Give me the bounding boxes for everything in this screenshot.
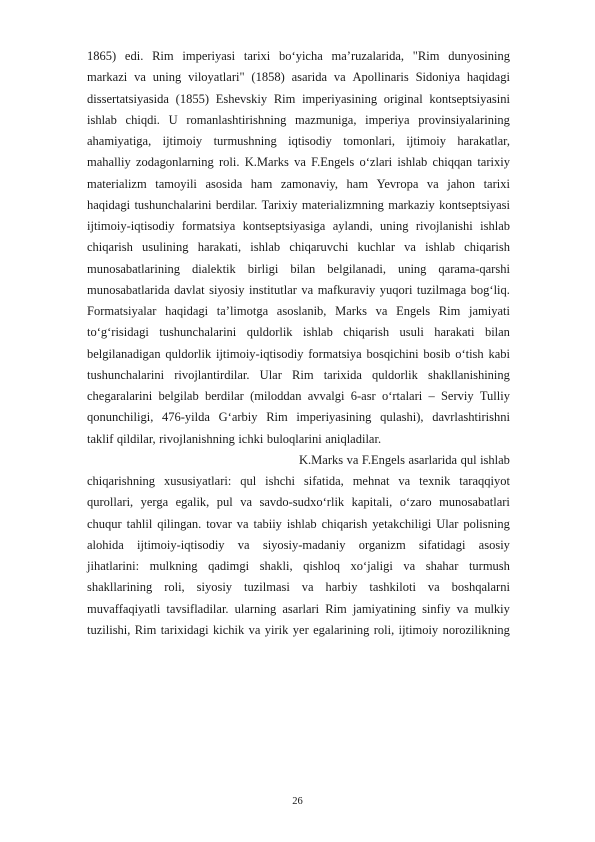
- word: shakllanishining: [427, 367, 510, 382]
- word: bilan: [484, 325, 510, 340]
- word: chiqarishning: [87, 474, 156, 488]
- word: o‘zaro: [399, 495, 432, 510]
- word: qildilar,: [116, 431, 156, 446]
- word: qul: [240, 474, 257, 488]
- word: tushunchalarini: [159, 325, 237, 340]
- word: Rim: [152, 49, 174, 63]
- word: tavsifladilar.: [166, 601, 229, 616]
- word: xususiyatlari:: [163, 474, 232, 488]
- word: chiqdi.: [125, 112, 160, 127]
- text-line: [87, 599, 510, 620]
- text-line: [87, 429, 510, 450]
- word: xo‘jaligi: [350, 559, 393, 573]
- word: kontseptsiyasini: [429, 91, 510, 106]
- word: tarixi: [243, 49, 271, 63]
- word: quldorlik: [165, 346, 212, 361]
- word: kontseptsiyasiga: [242, 219, 326, 233]
- word: Tulliy: [479, 389, 510, 403]
- word: zodagonlarning: [136, 155, 214, 170]
- word: Serviy: [440, 389, 474, 403]
- word: qonunchiligi,: [87, 410, 154, 425]
- text-line: [87, 46, 510, 67]
- word: rivojlanishi: [415, 219, 473, 233]
- word: Yevropa: [376, 176, 419, 191]
- word: shakllarining: [87, 580, 153, 595]
- word: tarixidagi: [160, 622, 209, 637]
- word: ijtimoiy: [406, 134, 446, 148]
- text-line: [87, 514, 510, 535]
- word: turmush: [468, 559, 510, 573]
- word: bog‘liq.: [470, 282, 510, 297]
- word: asarida: [291, 70, 327, 85]
- word: norozilikning: [442, 622, 510, 637]
- word: usuli: [399, 325, 424, 340]
- word: bosib: [423, 346, 451, 361]
- word: ishlab: [397, 155, 428, 170]
- body-text: [87, 46, 510, 641]
- word: ishlab: [480, 219, 510, 233]
- word: mazmuniga,: [295, 112, 357, 127]
- text-line: [87, 195, 510, 216]
- text-line: [87, 237, 510, 258]
- word: quldorlik: [246, 325, 293, 340]
- text-line: [87, 471, 510, 492]
- word: va: [237, 537, 250, 552]
- word: yirik: [264, 622, 289, 637]
- text-line: [87, 110, 510, 131]
- word: belgilanadigan: [87, 346, 161, 361]
- text-line: [87, 280, 510, 301]
- text-line: [87, 322, 510, 343]
- word: tuzilmaga: [416, 282, 467, 297]
- text-line: [87, 301, 510, 322]
- word: ijtimoiy-iqtisodiy: [87, 219, 175, 233]
- word: provinsiyalarining: [418, 112, 510, 127]
- word: 1865): [87, 49, 117, 63]
- word: tushunchalarini: [134, 197, 212, 212]
- text-line: [87, 386, 510, 407]
- word: roli.: [219, 155, 240, 170]
- word: chuqur: [87, 516, 122, 531]
- word: kuchlar: [357, 240, 395, 255]
- word: va: [375, 304, 388, 318]
- word: qurollari,: [87, 495, 134, 510]
- word: original: [383, 91, 423, 106]
- word: ijtimoiy: [162, 134, 203, 148]
- word: munosabatlarida: [87, 282, 170, 297]
- word: siyosiy-madaniy: [262, 537, 346, 552]
- word: va: [240, 495, 252, 510]
- word: mehnat: [352, 474, 390, 488]
- word: viloyatlari": [188, 70, 245, 85]
- word: organizm: [358, 537, 406, 552]
- word: kichik: [212, 622, 245, 637]
- word: munosabatlari: [439, 495, 510, 510]
- word: tahlil: [126, 516, 153, 531]
- word: yuqori: [379, 282, 413, 297]
- word: bilan: [290, 261, 316, 276]
- word: kontseptsiyasi: [439, 197, 510, 212]
- word: Rim: [438, 304, 461, 318]
- word: va: [248, 622, 261, 637]
- word: jamiyatining: [352, 601, 416, 616]
- word: Ular: [259, 367, 282, 382]
- word: va: [301, 282, 314, 297]
- word: muvaffaqiyatli: [87, 601, 161, 616]
- word: asosiy: [478, 537, 510, 552]
- word: boshqalarni: [451, 580, 510, 595]
- word: K.Marks: [244, 155, 289, 170]
- word: chiqaruvchi: [289, 240, 349, 255]
- word: dissertatsiyasida: [87, 91, 169, 106]
- word: va: [236, 516, 249, 531]
- word: va: [403, 559, 416, 573]
- word: berdilar.: [215, 197, 258, 212]
- word: uning: [397, 261, 427, 276]
- word: tomonlari,: [343, 134, 396, 148]
- word: birligi: [247, 261, 279, 276]
- word: siyosiy: [209, 282, 245, 297]
- word: chiqarish: [343, 325, 390, 340]
- word: sinfiy: [422, 601, 451, 616]
- word: F.Engels: [311, 155, 355, 170]
- word: roli,: [164, 580, 185, 595]
- word: va: [456, 601, 469, 616]
- word: materializm: [87, 176, 147, 191]
- word: to‘g‘risidagi: [87, 325, 149, 340]
- word: ahamiyatiga,: [87, 134, 152, 148]
- word: ijtimoiy-iqtisodiy: [137, 537, 225, 552]
- word: savdo-sudxo‘rlik: [259, 495, 345, 510]
- word: G‘arbiy: [218, 410, 258, 425]
- word: jahon: [447, 176, 476, 191]
- text-line: [87, 365, 510, 386]
- word: "Rim: [412, 49, 440, 63]
- word: (miloddan: [250, 389, 302, 403]
- word: yetakchiligi: [372, 516, 432, 531]
- word: asarlari: [282, 601, 320, 616]
- word: texnik: [419, 474, 451, 488]
- word: aylandi,: [332, 219, 373, 233]
- word: Ular: [436, 516, 459, 531]
- word: chiqarish: [87, 240, 133, 255]
- text-line: [87, 492, 510, 513]
- word: tashkiloti: [369, 580, 416, 595]
- text-line: [87, 67, 510, 88]
- word: institutlar: [249, 282, 297, 297]
- word: Formatsiyalar: [87, 304, 157, 318]
- word: berdilar: [204, 389, 244, 403]
- word: asosida: [205, 176, 243, 191]
- word: asoslanib,: [276, 304, 327, 318]
- word: uning: [379, 219, 409, 233]
- word: uning: [152, 70, 182, 85]
- word: ishchi: [265, 474, 295, 488]
- word: materializmning: [301, 197, 384, 212]
- word: davlat: [174, 282, 205, 297]
- word: yerga: [140, 495, 169, 510]
- text-line: [87, 620, 510, 641]
- word: harakatlar,: [457, 134, 510, 148]
- word: rivojlantirdilar.: [174, 367, 250, 382]
- word: romanlashtirishning: [186, 112, 287, 127]
- word: turmushning: [213, 134, 277, 148]
- word: ularning: [234, 601, 277, 616]
- word: belgilab: [158, 389, 199, 403]
- text-line: [87, 535, 510, 556]
- word: tamoyili: [155, 176, 197, 191]
- word: va: [301, 580, 314, 595]
- word: Engels: [396, 304, 431, 318]
- word: tuzilmasi: [244, 580, 290, 595]
- text-line: [87, 577, 510, 598]
- word: roli,: [373, 622, 395, 637]
- word: edi.: [124, 49, 144, 63]
- word: ham: [250, 176, 273, 191]
- word: qarama-qarshi: [438, 261, 510, 276]
- word: sifatidagi: [418, 537, 466, 552]
- word: ishlab: [87, 112, 117, 127]
- word: Marks: [335, 304, 368, 318]
- text-line: [87, 450, 510, 471]
- word: va: [427, 580, 440, 595]
- text-line: [87, 89, 510, 110]
- word: haqidagi: [466, 70, 510, 85]
- word: markaziy: [388, 197, 435, 212]
- word: tarixida: [323, 367, 362, 382]
- word: harbiy: [325, 580, 358, 595]
- word: va: [426, 176, 439, 191]
- word: tarixiy: [477, 155, 510, 170]
- word: chiqarish: [464, 240, 510, 255]
- word: U: [168, 112, 178, 127]
- word: mulkning: [149, 559, 198, 573]
- word: o‘rtalari: [381, 389, 423, 403]
- page-number: 26: [292, 796, 303, 807]
- text-line: [87, 131, 510, 152]
- word: qilingan.: [157, 516, 202, 531]
- word: Rim: [273, 91, 296, 106]
- word: ham: [346, 176, 369, 191]
- word: Rim: [134, 622, 157, 637]
- word: shakli,: [259, 559, 293, 573]
- word: (1858): [251, 70, 285, 85]
- word: aniqladilar.: [325, 431, 382, 446]
- word: siyosiy: [196, 580, 233, 595]
- word: yer: [292, 622, 309, 637]
- word: egalarining: [313, 622, 370, 637]
- word: formatsiya: [181, 219, 236, 233]
- word: Apollinaris: [352, 70, 409, 85]
- word: ishlab: [425, 240, 455, 255]
- word: ishlab: [302, 325, 333, 340]
- word: ma’ruzalarida,: [331, 49, 405, 63]
- word: shahar: [425, 559, 459, 573]
- word: jihatlarini:: [87, 559, 140, 573]
- text-line: [87, 174, 510, 195]
- text-line: [87, 216, 510, 237]
- word: va: [398, 474, 411, 488]
- word: bosqichini: [366, 346, 419, 361]
- word: imperiyasining: [296, 410, 372, 425]
- text-line: [87, 344, 510, 365]
- word: va: [134, 70, 146, 85]
- word: zamonaviy,: [280, 176, 338, 191]
- word: tovar: [206, 516, 232, 531]
- word: chegaralarini: [87, 389, 153, 403]
- word: formatsiya: [308, 346, 362, 361]
- word: tushunchalarini: [87, 367, 165, 382]
- word: mahalliy: [87, 155, 131, 170]
- word: –: [428, 389, 435, 403]
- word: belgilanadi,: [327, 261, 386, 276]
- word: qishloq: [303, 559, 340, 573]
- word: imperiya: [365, 112, 410, 127]
- text-line: [87, 152, 510, 173]
- word: chiqarish: [321, 516, 368, 531]
- word: rivojlanishning: [159, 431, 235, 446]
- word: alohida: [87, 537, 124, 552]
- word: qulashi),: [380, 410, 424, 425]
- word: taraqqiyot: [459, 474, 510, 488]
- word: usulining: [142, 240, 189, 255]
- word: asarlarida: [408, 452, 458, 467]
- word: munosabatlarining: [87, 261, 181, 276]
- word: Rim: [325, 601, 347, 616]
- word: dialektik: [192, 261, 236, 276]
- word: 6-asr: [350, 389, 376, 403]
- word: quldorlik: [372, 367, 418, 382]
- word: F.Engels: [361, 452, 406, 467]
- word: Rim: [266, 410, 288, 425]
- word: markazi: [87, 70, 128, 85]
- word: ishlab: [250, 240, 281, 255]
- text-line: [87, 259, 510, 280]
- word: dunyosining: [448, 49, 510, 63]
- word: taklif: [87, 431, 114, 446]
- word: qadimgi: [208, 559, 250, 573]
- word: Sidoniya: [415, 70, 461, 85]
- word: o‘tish: [455, 346, 484, 361]
- word: o‘zlari: [359, 155, 393, 170]
- word: chiqqan: [432, 155, 473, 170]
- word: va: [333, 70, 346, 85]
- word: va: [346, 452, 359, 467]
- word: haqidagi: [87, 197, 131, 212]
- word: qul: [460, 452, 477, 467]
- word: Rim: [292, 367, 314, 382]
- word: haqidagi: [165, 304, 209, 318]
- word: mulkiy: [474, 601, 510, 616]
- word: pul: [216, 495, 233, 510]
- word: kapitali,: [351, 495, 393, 510]
- word: harakati,: [197, 240, 242, 255]
- word: ishlab: [286, 516, 317, 531]
- word: Tarixiy: [261, 197, 298, 212]
- word: ichki: [238, 431, 264, 446]
- word: jamiyati: [468, 304, 510, 318]
- word: kabi: [488, 346, 510, 361]
- word: iqtisodiy: [288, 134, 332, 148]
- word: imperiyasining: [302, 91, 378, 106]
- word: ijtimoiy: [398, 622, 439, 637]
- word: ijtimoiy-iqtisodiy: [215, 346, 304, 361]
- word: mafkuraviy: [317, 282, 376, 297]
- word: polisning: [463, 516, 510, 531]
- word: tuzilishi,: [87, 622, 131, 637]
- word: avvalgi: [307, 389, 345, 403]
- text-line: [87, 556, 510, 577]
- word: va: [294, 155, 306, 170]
- word: harakati: [434, 325, 475, 340]
- word: va: [404, 240, 416, 255]
- word: K.Marks: [299, 452, 344, 467]
- word: ishlab: [480, 452, 510, 467]
- word: 476-yilda: [162, 410, 210, 425]
- word: Eshevskiy: [215, 91, 268, 106]
- word: bo‘yicha: [279, 49, 323, 63]
- word: ta’limotga: [216, 304, 269, 318]
- text-line: [87, 407, 510, 428]
- word: egalik,: [175, 495, 210, 510]
- word: buloqlarini: [266, 431, 322, 446]
- word: tarixi: [483, 176, 510, 191]
- word: (1855): [175, 91, 209, 106]
- word: davrlashtirishni: [432, 410, 510, 425]
- word: sifatida,: [303, 474, 344, 488]
- word: tabiiy: [253, 516, 282, 531]
- word: imperiyasi: [182, 49, 236, 63]
